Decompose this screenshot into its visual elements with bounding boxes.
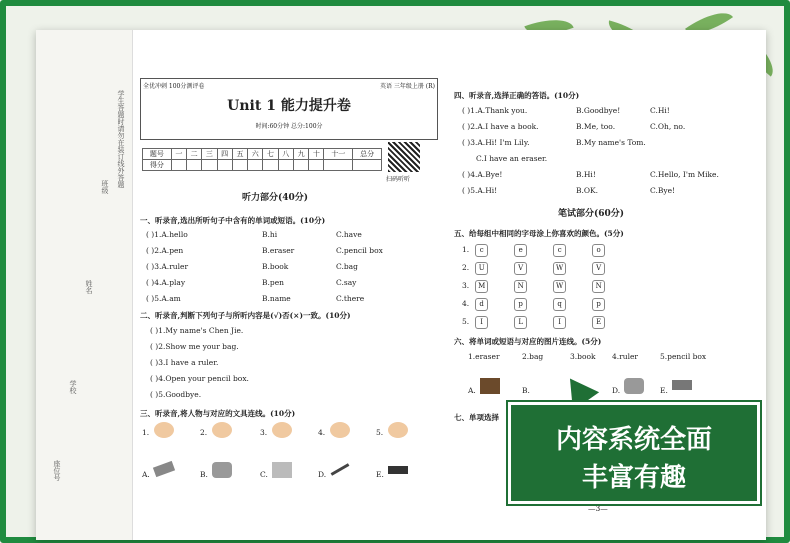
pencil-box-icon: [388, 466, 408, 474]
q4-option: B.Hi!: [576, 170, 596, 179]
child-face-icon: [388, 422, 408, 438]
q3-title: 三、听录音,将人物与对应的文具连线。(10分): [140, 409, 296, 418]
left-page: [132, 30, 452, 540]
q3-letter: C.: [260, 470, 268, 479]
eraser-icon: [672, 380, 692, 390]
listening-section-title: 听力部分(40分): [242, 193, 309, 203]
page-number: —3—: [588, 504, 608, 513]
q1-option: C.pencil box: [336, 246, 383, 255]
q5-row: 4. d p q p: [462, 298, 631, 311]
q3-number: 2.: [200, 428, 208, 437]
q1-option: B.eraser: [262, 246, 295, 255]
q6-letter: E.: [660, 386, 668, 395]
q4-option: B.Me, too.: [576, 122, 616, 131]
q5-row: 2. U V W V: [462, 262, 631, 275]
q6-letter: D.: [612, 386, 621, 395]
exam-title: Unit 1 能力提升卷: [227, 98, 351, 114]
q1-option: C.bag: [336, 262, 358, 271]
q6-word: 1.eraser: [468, 352, 500, 361]
child-face-icon: [212, 422, 232, 438]
qr-code-icon: [388, 142, 420, 172]
child-face-icon: [330, 422, 350, 438]
q3-letter: E.: [376, 470, 384, 479]
binding-strip: [36, 30, 133, 540]
q4-option: B.OK.: [576, 186, 599, 195]
q1-option: C.there: [336, 294, 365, 303]
exam-meta: 时间:60分钟 总分:100分: [255, 123, 323, 130]
q4-row: ( )3.A.Hi! I'm Lily.: [462, 138, 530, 147]
q1-row: ( )5.A.am: [146, 294, 181, 303]
q2-row: ( )4.Open your pencil box.: [150, 374, 249, 383]
q6-word: 2.bag: [522, 352, 544, 361]
q5-row: 5. I L I E: [462, 316, 631, 329]
q4-row: ( )4.A.Bye!: [462, 170, 503, 179]
bag-icon: [624, 378, 644, 394]
q1-row: ( )2.A.pen: [146, 246, 184, 255]
q1-option: B.book: [262, 262, 289, 271]
q4-title: 四、听录音,选择正确的答语。(10分): [454, 91, 580, 100]
bag-icon: [212, 462, 232, 478]
pen-icon: [331, 463, 350, 476]
binding-note: 学生答题时请勿在装订线外答题: [117, 90, 125, 188]
q3-letter: D.: [318, 470, 327, 479]
q1-title: 一、听录音,选出所听句子中含有的单词或短语。(10分): [140, 216, 326, 225]
badge-line-2: 丰富有趣: [581, 463, 686, 493]
q4-option: C.Hi!: [650, 106, 670, 115]
q4-option: C.Oh, no.: [650, 122, 686, 131]
promo-badge: [508, 402, 760, 504]
q2-row: ( )1.My name's Chen Jie.: [150, 326, 244, 335]
qr-label: 扫码听听: [386, 176, 411, 183]
q3-letter: A.: [142, 470, 150, 479]
score-table: 题号 一 二 三 四 五 六 七 八 九 十 十一 总分 得分: [142, 148, 382, 171]
book-icon: [272, 462, 292, 478]
written-section-title: 笔试部分(60分): [558, 209, 625, 219]
q6-word: 5.pencil box: [660, 352, 707, 361]
q7-title: 七、单项选择: [454, 413, 499, 422]
q2-title: 二、听录音,判断下列句子与所听内容是(√)否(×)一致。(10分): [140, 311, 351, 320]
binding-school: 班级: [101, 180, 109, 194]
q4-option: B.My name's Tom.: [576, 138, 646, 147]
q3-number: 3.: [260, 428, 268, 437]
q6-letter: A.: [468, 386, 476, 395]
book-icon: [480, 378, 500, 394]
child-face-icon: [272, 422, 292, 438]
q5-title: 五、给每组中相同的字母涂上你喜欢的颜色。(5分): [454, 229, 624, 238]
q2-row: ( )3.I have a ruler.: [150, 358, 219, 367]
q6-letter: B.: [522, 386, 530, 395]
q6-title: 六、将单词或短语与对应的图片连线。(5分): [454, 337, 602, 346]
q1-option: C.say: [336, 278, 357, 287]
q1-option: C.have: [336, 230, 362, 239]
q3-number: 4.: [318, 428, 326, 437]
q5-row: 3. M N W N: [462, 280, 631, 293]
q4-row: ( )1.A.Thank you.: [462, 106, 528, 115]
q1-option: B.name: [262, 294, 291, 303]
q1-option: B.pen: [262, 278, 284, 287]
binding-name: 姓名: [85, 280, 93, 294]
q6-word: 3.book: [570, 352, 596, 361]
q4-option: B.Goodbye!: [576, 106, 621, 115]
q4-option: C.I have an eraser.: [476, 154, 548, 163]
q1-row: ( )1.A.hello: [146, 230, 188, 239]
subject-tag: 英语 三年级上册 (R): [379, 83, 435, 90]
exam-header: [140, 78, 438, 140]
q4-option: C.Bye!: [650, 186, 676, 195]
q4-row: ( )2.A.I have a book.: [462, 122, 539, 131]
badge-line-1: 内容系统全面: [555, 425, 712, 455]
binding-class: 学校: [69, 380, 77, 394]
binding-seat: 座位号: [53, 460, 61, 481]
q4-option: C.Hello, I'm Mike.: [650, 170, 719, 179]
q1-option: B.hi: [262, 230, 278, 239]
q5-row: 1. c e c o: [462, 244, 631, 257]
series-tag: 全优冲刺 100分测评卷: [143, 83, 205, 90]
q4-row: ( )5.A.Hi!: [462, 186, 498, 195]
q6-word: 4.ruler: [612, 352, 638, 361]
q2-row: ( )5.Goodbye.: [150, 390, 202, 399]
child-face-icon: [154, 422, 174, 438]
q2-row: ( )2.Show me your bag.: [150, 342, 239, 351]
q1-row: ( )3.A.ruler: [146, 262, 189, 271]
q3-letter: B.: [200, 470, 208, 479]
q3-number: 5.: [376, 428, 384, 437]
q1-row: ( )4.A.play: [146, 278, 186, 287]
q3-number: 1.: [142, 428, 150, 437]
eraser-icon: [153, 461, 175, 477]
